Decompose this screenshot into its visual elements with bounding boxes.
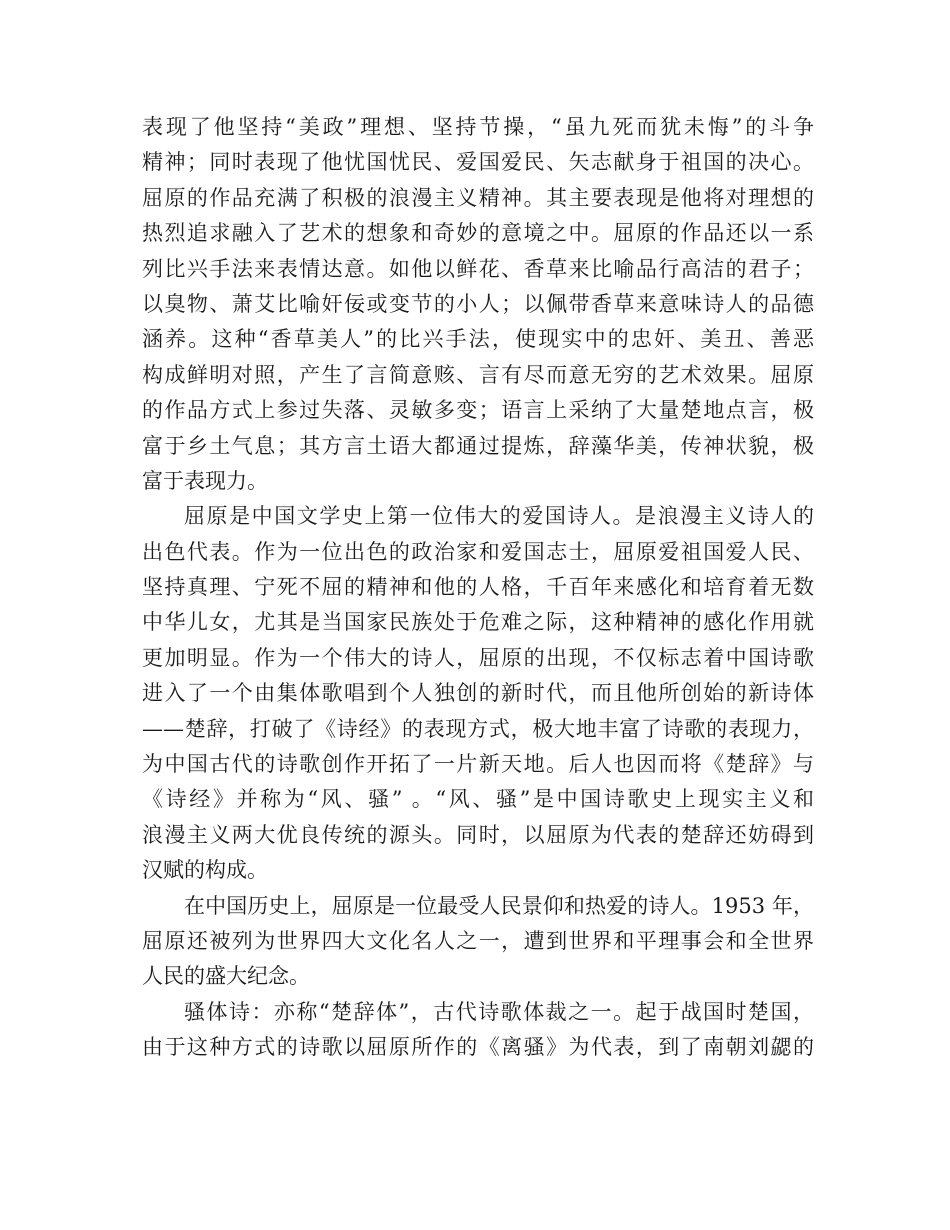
text-line: 由于这种方式的诗歌以屈原所作的《离骚》为代表，到了南朝刘勰的 [142,1035,814,1060]
paragraph-end-line: 富于表现力。 [142,468,268,493]
text-line: 以臭物、萧艾比喻奸佞或变节的小人；以佩带香草来意味诗人的品德 [142,291,814,316]
text-line: 更加明显。作为一个伟大的诗人，屈原的出现，不仅标志着中国诗歌 [142,645,814,670]
text-line: 列比兴手法来表情达意。如他以鲜花、香草来比喻品行高洁的君子； [142,256,814,281]
text-line: 浪漫主义两大优良传统的源头。同时，以屈原为代表的楚辞还妨碍到 [142,822,814,847]
text-line: ——楚辞，打破了《诗经》的表现方式，极大地丰富了诗歌的表现力， [142,716,814,741]
text-line: 屈原还被列为世界四大文化名人之一，遭到世界和平理事会和全世界 [142,928,814,953]
text-line: 中华儿女，尤其是当国家民族处于危难之际，这种精神的感化作用就 [142,610,814,635]
paragraph-first-line: 屈原是中国文学史上第一位伟大的爱国诗人。是浪漫主义诗人的 [184,504,814,529]
paragraph-first-line: 骚体诗：亦称“楚辞体”，古代诗歌体裁之一。起于战国时楚国， [184,999,814,1024]
text-line: 《诗经》并称为“风、骚” 。“风、骚”是中国诗歌史上现实主义和 [142,787,814,812]
text-line: 坚持真理、宁死不屈的精神和他的人格，千百年来感化和培育着无数 [142,575,814,600]
text-line: 进入了一个由集体歌唱到个人独创的新时代，而且他所创始的新诗体 [142,681,814,706]
text-line: 屈原的作品充满了积极的浪漫主义精神。其主要表现是他将对理想的 [142,185,814,210]
text-line: 为中国古代的诗歌创作开拓了一片新天地。后人也因而将《楚辞》与 [142,752,814,777]
text-line: 表现了他坚持“美政”理想、坚持节操，“虽九死而犹未悔”的斗争 [142,115,814,139]
text-line: 出色代表。作为一位出色的政治家和爱国志士，屈原爱祖国爱人民、 [142,539,814,564]
text-line: 构成鲜明对照，产生了言简意赅、言有尽而意无穷的艺术效果。屈原 [142,362,814,387]
paragraph-first-line: 在中国历史上，屈原是一位最受人民景仰和热爱的诗人。1953 年， [184,893,814,918]
paragraph-end-line: 汉赋的构成。 [142,858,268,883]
text-line: 精神；同时表现了他忧国忧民、爱国爱民、矢志献身于祖国的决心。 [142,150,814,175]
text-line: 的作品方式上参过失落、灵敏多变；语言上采纳了大量楚地点言，极 [142,398,814,423]
text-line: 热烈追求融入了艺术的想象和奇妙的意境之中。屈原的作品还以一系 [142,221,814,246]
text-line: 富于乡土气息；其方言土语大都通过提炼，辞藻华美，传神状貌，极 [142,433,814,458]
paragraph-end-line: 人民的盛大纪念。 [142,964,310,989]
text-line: 涵养。这种“香草美人”的比兴手法，使现实中的忠奸、美丑、善恶 [142,327,814,352]
body-text [142,110,814,1066]
